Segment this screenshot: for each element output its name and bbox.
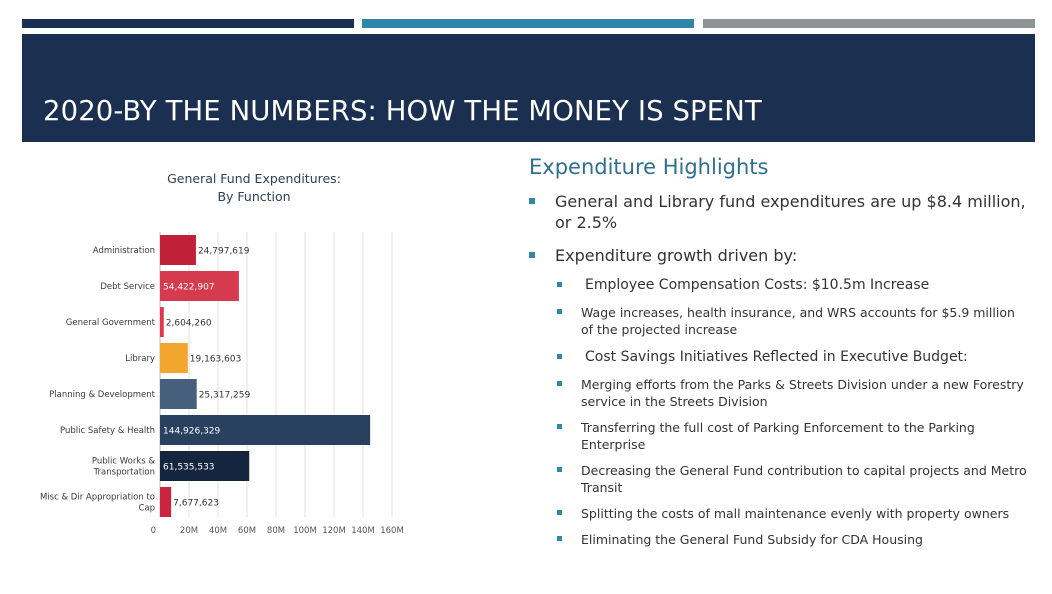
value-label: 24,797,619 <box>197 246 250 257</box>
bullet-icon <box>557 510 562 515</box>
savings-item <box>557 505 1029 522</box>
slide-title: 2020-BY THE NUMBERS: HOW THE MONEY IS SPENT <box>43 95 762 127</box>
highlight-text: Merging efforts from the Parks & Streets Division under a new Forestry service in the Streets Division <box>581 377 1024 409</box>
bullet-icon <box>529 252 535 258</box>
savings-item <box>557 419 1029 453</box>
value-label: 19,163,603 <box>189 354 242 365</box>
highlight-text: Decreasing the General Fund contribution to capital projects and Metro Transit <box>581 463 1027 495</box>
title-banner <box>22 34 1035 142</box>
header-stripe-teal <box>362 19 694 28</box>
category-label: Cap <box>138 503 155 514</box>
chart-title-line: By Function <box>217 189 291 204</box>
highlight-text: Employee Compensation Costs: $10.5m Increase <box>585 277 930 293</box>
bullet-icon <box>557 467 562 472</box>
bar <box>160 487 171 517</box>
highlight-item-growth <box>529 245 1029 266</box>
highlight-item-expenditures <box>529 191 1029 233</box>
value-label: 61,535,533 <box>163 462 215 473</box>
bullet-icon <box>557 282 562 287</box>
category-label: Transportation <box>93 467 155 478</box>
bar <box>160 235 196 265</box>
bullet-icon <box>557 536 562 541</box>
highlight-text: Cost Savings Initiatives Reflected in Executive Budget: <box>585 349 968 365</box>
category-label: Administration <box>92 246 155 256</box>
category-label: Library <box>125 354 155 364</box>
bullet-icon <box>557 354 562 359</box>
highlight-item-savings <box>557 348 1029 367</box>
chart-title-line: General Fund Expenditures: <box>167 171 341 186</box>
bar <box>160 343 188 373</box>
value-label: 54,422,907 <box>163 282 215 293</box>
tick-label: 60M <box>237 526 257 536</box>
highlight-text: Transferring the full cost of Parking Enforcement to the Parking Enterprise <box>581 420 975 452</box>
header-stripe-gray <box>703 19 1035 28</box>
bullet-icon <box>557 381 562 386</box>
highlight-text: Wage increases, health insurance, and WRS accounts for $5.9 million of the projected increase <box>581 305 1015 337</box>
bullet-icon <box>557 309 562 314</box>
value-label: 25,317,259 <box>198 390 251 401</box>
category-label: Misc & Dir Appropriation to <box>39 492 155 503</box>
savings-item <box>557 376 1029 410</box>
highlights-panel <box>529 155 1029 548</box>
category-label: General Government <box>65 318 155 328</box>
tick-label: 100M <box>293 526 317 536</box>
highlight-text: Splitting the costs of mall maintenance evenly with property owners <box>581 506 1010 521</box>
savings-item <box>557 531 1029 548</box>
category-label: Public Works & <box>91 456 155 467</box>
highlight-text: Expenditure growth driven by: <box>555 246 798 265</box>
category-label: Public Safety & Health <box>60 426 155 436</box>
highlights-heading: Expenditure Highlights <box>529 155 769 179</box>
bullet-icon <box>557 424 562 429</box>
highlight-text: General and Library fund expenditures are up $8.4 million, or 2.5% <box>555 192 1026 232</box>
bar <box>160 379 197 409</box>
bullet-icon <box>529 198 535 204</box>
tick-label: 40M <box>208 526 228 536</box>
tick-label: 80M <box>266 526 286 536</box>
tick-label: 140M <box>351 526 375 536</box>
tick-label: 0 <box>150 526 156 536</box>
category-label: Debt Service <box>100 282 155 292</box>
tick-label: 120M <box>322 526 346 536</box>
header-stripe-navy <box>22 19 354 28</box>
highlight-item-wage <box>557 304 1029 338</box>
category-label: Planning & Development <box>49 390 155 400</box>
bar <box>160 307 164 337</box>
tick-label: 160M <box>380 526 404 536</box>
value-label: 2,604,260 <box>165 318 212 329</box>
value-label: 7,677,623 <box>173 498 219 509</box>
expenditure-bar-chart <box>20 160 440 545</box>
tick-label: 20M <box>179 526 199 536</box>
savings-item <box>557 462 1029 496</box>
highlight-text: Eliminating the General Fund Subsidy for CDA Housing <box>581 532 923 547</box>
highlight-item-compensation <box>557 276 1029 295</box>
value-label: 144,926,329 <box>163 426 221 437</box>
